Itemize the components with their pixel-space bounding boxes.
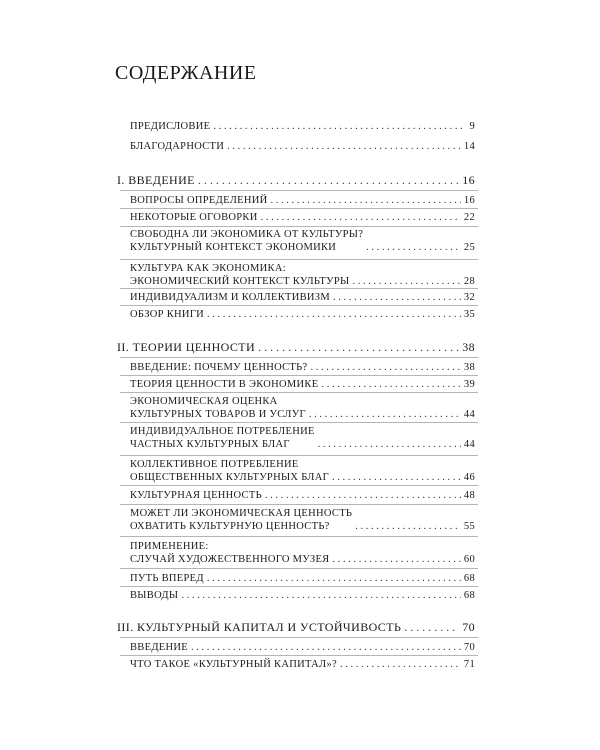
leader-dots: [198, 174, 459, 187]
toc-entry-label-line: КУЛЬТУРНЫХ ТОВАРОВ И УСЛУГ: [130, 409, 306, 420]
toc-entry-page: 68: [463, 590, 475, 601]
toc-entry-label-line: ЭКОНОМИЧЕСКИЙ КОНТЕКСТ КУЛЬТУРЫ: [130, 276, 350, 287]
divider: [120, 586, 478, 587]
leader-dots: [258, 341, 459, 354]
divider: [120, 422, 478, 423]
toc-entry-label-line: ИНДИВИДУАЛЬНОЕ ПОТРЕБЛЕНИЕ: [130, 426, 315, 437]
divider: [120, 504, 478, 505]
toc-entry[interactable]: [130, 211, 475, 224]
toc-entry-page: 9: [469, 121, 475, 132]
toc-entry-label: ВВЕДЕНИЕ: ПОЧЕМУ ЦЕННОСТЬ?: [130, 362, 308, 373]
leader-dots: [340, 658, 461, 671]
leader-dots: [333, 291, 461, 304]
toc-entry-page: 28: [463, 276, 475, 287]
divider: [120, 536, 478, 537]
page-title: СОДЕРЖАНИЕ: [115, 62, 257, 84]
toc-entry-label: ИНДИВИДУАЛИЗМ И КОЛЛЕКТИВИЗМ: [130, 292, 330, 303]
toc-entry-label: ПРЕДИСЛОВИЕ: [130, 121, 211, 132]
toc-entry-label: [130, 507, 352, 533]
toc-entry-page: 25: [463, 242, 475, 253]
toc-chapter-heading[interactable]: [117, 621, 475, 634]
divider: [120, 375, 478, 376]
toc-entry-page: 48: [463, 490, 475, 501]
toc-entry-label: НЕКОТОРЫЕ ОГОВОРКИ: [130, 212, 258, 223]
toc-entry[interactable]: [130, 378, 475, 391]
toc-entry-label: ВВЕДЕНИЕ: [130, 642, 188, 653]
leader-dots: [366, 241, 461, 254]
toc-chapter-page: 70: [462, 620, 475, 634]
leader-dots: [318, 438, 461, 451]
leader-dots: [332, 553, 460, 566]
toc-entry[interactable]: [130, 395, 475, 421]
toc-entry-label: [130, 458, 329, 484]
toc-entry[interactable]: [130, 641, 475, 654]
toc-entry-page: 35: [463, 309, 475, 320]
toc-entry-page: 68: [463, 573, 475, 584]
toc-chapter-page: 38: [462, 340, 475, 354]
divider: [120, 485, 478, 486]
toc-entry-page: 60: [463, 554, 475, 565]
toc-entry[interactable]: [130, 489, 475, 502]
divider: [120, 568, 478, 569]
toc-entry-page: 16: [463, 195, 475, 206]
toc-entry[interactable]: [130, 194, 475, 207]
toc-entry-page: 14: [463, 141, 475, 152]
toc-entry[interactable]: [130, 308, 475, 321]
toc-entry-page: 70: [463, 642, 475, 653]
divider: [120, 357, 478, 358]
toc-entry-label-line: СВОБОДНА ЛИ ЭКОНОМИКА ОТ КУЛЬТУРЫ?: [130, 229, 364, 240]
toc-entry-page: 44: [463, 439, 475, 450]
divider: [120, 288, 478, 289]
toc-entry-label-line: КУЛЬТУРА КАК ЭКОНОМИКА:: [130, 263, 286, 274]
toc-entry-label-line: ОХВАТИТЬ КУЛЬТУРНУЮ ЦЕННОСТЬ?: [130, 521, 330, 532]
leader-dots: [227, 140, 461, 153]
toc-chapter-label: I. ВВЕДЕНИЕ: [117, 173, 195, 187]
toc-entry[interactable]: [130, 228, 475, 254]
toc-entry-page: 44: [463, 409, 475, 420]
toc-entry-page: 39: [463, 379, 475, 390]
toc-entry[interactable]: [130, 458, 475, 484]
toc-entry-label: ПУТЬ ВПЕРЕД: [130, 573, 204, 584]
toc-chapter-label: III. КУЛЬТУРНЫЙ КАПИТАЛ И УСТОЙЧИВОСТЬ: [117, 620, 402, 634]
leader-dots: [207, 308, 461, 321]
divider: [120, 305, 478, 306]
leader-dots: [404, 621, 459, 634]
divider: [120, 455, 478, 456]
leader-dots: [181, 589, 461, 602]
leader-dots: [261, 211, 461, 224]
toc-entry-label-line: КУЛЬТУРНЫЙ КОНТЕКСТ ЭКОНОМИКИ: [130, 242, 337, 253]
toc-entry-page: 38: [463, 362, 475, 373]
toc-entry-label: [130, 540, 329, 566]
toc-entry-label: КУЛЬТУРНАЯ ЦЕННОСТЬ: [130, 490, 262, 501]
leader-dots: [352, 275, 460, 288]
toc-entry-label: [130, 228, 363, 254]
toc-entry[interactable]: [130, 361, 475, 374]
toc-entry-label: ЧТО ТАКОЕ «КУЛЬТУРНЫЙ КАПИТАЛ»?: [130, 659, 337, 670]
toc-entry-page: 22: [463, 212, 475, 223]
divider: [120, 655, 478, 656]
toc-entry-label: ТЕОРИЯ ЦЕННОСТИ В ЭКОНОМИКЕ: [130, 379, 319, 390]
toc-entry-label: [130, 425, 315, 451]
divider: [120, 392, 478, 393]
toc-entry-label: БЛАГОДАРНОСТИ: [130, 141, 225, 152]
divider: [120, 208, 478, 209]
toc-entry-label-line: ПРИМЕНЕНИЕ:: [130, 541, 209, 552]
toc-entry-label: ВОПРОСЫ ОПРЕДЕЛЕНИЙ: [130, 195, 268, 206]
toc-entry[interactable]: [130, 540, 475, 566]
toc-entry-label: [130, 262, 349, 288]
toc-chapter-heading[interactable]: [117, 174, 475, 187]
toc-entry[interactable]: [130, 507, 475, 533]
toc-entry-label-line: ЧАСТНЫХ КУЛЬТУРНЫХ БЛАГ: [130, 439, 290, 450]
divider: [120, 190, 478, 191]
toc-entry[interactable]: [130, 658, 475, 671]
toc-entry-acknowledgements[interactable]: [130, 140, 475, 153]
toc-entry[interactable]: [130, 589, 475, 602]
toc-entry-label-line: ЭКОНОМИЧЕСКАЯ ОЦЕНКА: [130, 396, 278, 407]
toc-entry-label-line: СЛУЧАЙ ХУДОЖЕСТВЕННОГО МУЗЕЯ: [130, 554, 330, 565]
leader-dots: [213, 120, 466, 133]
toc-entry-label: ВЫВОДЫ: [130, 590, 179, 601]
toc-entry-page: 55: [463, 521, 475, 532]
toc-chapter-label: II. ТЕОРИИ ЦЕННОСТИ: [117, 340, 256, 354]
leader-dots: [265, 489, 461, 502]
divider: [120, 637, 478, 638]
toc-entry[interactable]: [130, 572, 475, 585]
toc-entry-page: 71: [463, 659, 475, 670]
toc-entry-page: 32: [463, 292, 475, 303]
toc-entry[interactable]: [130, 425, 475, 451]
toc-entry-label: ОБЗОР КНИГИ: [130, 309, 205, 320]
leader-dots: [310, 361, 460, 374]
toc-entry-label: [130, 395, 306, 421]
leader-dots: [321, 378, 460, 391]
toc-entry-label-line: КОЛЛЕКТИВНОЕ ПОТРЕБЛЕНИЕ: [130, 459, 299, 470]
toc-entry-label-line: ОБЩЕСТВЕННЫХ КУЛЬТУРНЫХ БЛАГ: [130, 472, 329, 483]
toc-entry[interactable]: [130, 291, 475, 304]
leader-dots: [270, 194, 460, 207]
leader-dots: [191, 641, 461, 654]
toc-chapter-heading[interactable]: [117, 341, 475, 354]
toc-entry-preface[interactable]: [130, 120, 475, 133]
leader-dots: [207, 572, 461, 585]
toc-entry-page: 46: [463, 472, 475, 483]
toc-chapter-page: 16: [462, 173, 475, 187]
divider: [120, 259, 478, 260]
toc-entry[interactable]: [130, 262, 475, 288]
leader-dots: [332, 471, 461, 484]
leader-dots: [355, 520, 461, 533]
divider: [120, 226, 478, 227]
toc-entry-label-line: МОЖЕТ ЛИ ЭКОНОМИЧЕСКАЯ ЦЕННОСТЬ: [130, 508, 353, 519]
leader-dots: [309, 408, 461, 421]
